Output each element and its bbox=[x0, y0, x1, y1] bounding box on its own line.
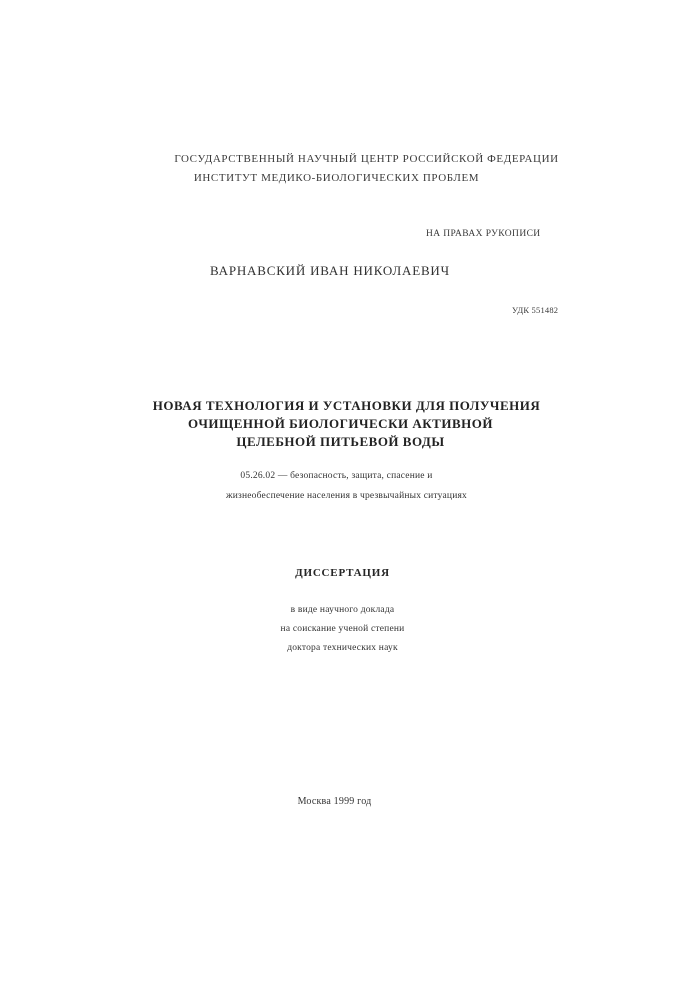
thesis-title-line-1: НОВАЯ ТЕХНОЛОГИЯ И УСТАНОВКИ ДЛЯ ПОЛУЧЕНИЯ bbox=[152, 398, 541, 413]
specialty-line-2: жизнеобеспечение населения в чрезвычайных ситуациях bbox=[225, 491, 468, 501]
city-year: Москва 1999 год bbox=[297, 796, 372, 807]
rights-note: НА ПРАВАХ РУКОПИСИ bbox=[426, 229, 541, 239]
organization-line-2: ИНСТИТУТ МЕДИКО-БИОЛОГИЧЕСКИХ ПРОБЛЕМ bbox=[193, 172, 480, 184]
form-line-1: в виде научного доклада bbox=[290, 605, 395, 615]
form-line-3: доктора технических наук bbox=[287, 643, 398, 653]
organization-line-1: ГОСУДАРСТВЕННЫЙ НАУЧНЫЙ ЦЕНТР РОССИЙСКОЙ ФЕДЕРАЦИИ bbox=[174, 153, 559, 165]
form-line-2: на соискание ученой степени bbox=[280, 624, 405, 634]
specialty-line-1: 05.26.02 — безопасность, защита, спасение и bbox=[240, 471, 433, 481]
thesis-title-line-2: ОЧИЩЕННОЙ БИОЛОГИЧЕСКИ АКТИВНОЙ bbox=[188, 416, 493, 431]
document-type: ДИССЕРТАЦИЯ bbox=[295, 567, 390, 579]
author-name: ВАРНАВСКИЙ ИВАН НИКОЛАЕВИЧ bbox=[210, 263, 450, 278]
udc-code: УДК 551482 bbox=[512, 305, 559, 315]
thesis-title-line-3: ЦЕЛЕБНОЙ ПИТЬЕВОЙ ВОДЫ bbox=[236, 434, 445, 449]
